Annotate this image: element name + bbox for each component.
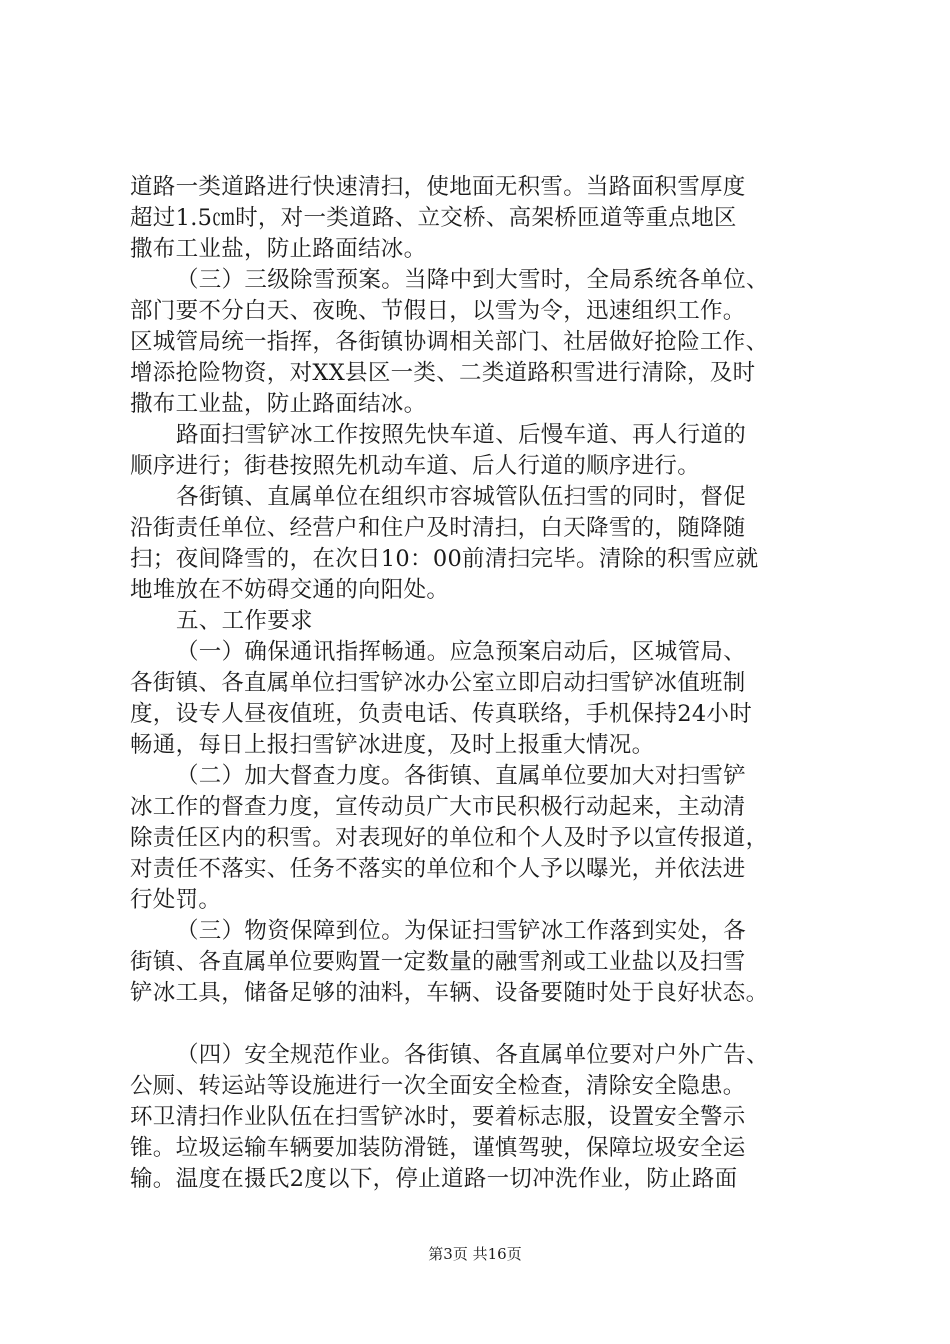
document-body (130, 172, 830, 1195)
page-number: 第3页 共16页 (428, 1245, 522, 1263)
paragraph-gap (130, 1009, 830, 1040)
paragraph-start-line: 各街镇、直属单位在组织市容城管队伍扫雪的同时，督促 (176, 484, 747, 510)
paragraph-start-line: （一）确保通讯指挥畅通。应急预案启动后，区城管局、 (176, 639, 747, 665)
text-line: 区城管局统一指挥，各街镇协调相关部门、社居做好抢险工作、 (130, 329, 769, 355)
text-line: 地堆放在不妨碍交通的向阳处。 (130, 577, 450, 603)
text-line: 增添抢险物资，对XX县区一类、二类道路积雪进行清除，及时 (130, 360, 756, 386)
text-line: 冰工作的督查力度，宣传动员广大市民积极行动起来，主动清 (130, 794, 746, 820)
paragraph-start-line: （二）加大督查力度。各街镇、直属单位要加大对扫雪铲 (176, 763, 747, 789)
text-line: 除责任区内的积雪。对表现好的单位和个人及时予以宣传报道， (130, 825, 769, 851)
paragraph-start-line: （四）安全规范作业。各街镇、各直属单位要对户外广告、 (176, 1042, 769, 1068)
text-line: 度，设专人昼夜值班，负责电话、传真联络，手机保持24小时 (130, 701, 753, 727)
text-line: 对责任不落实、任务不落实的单位和个人予以曝光，并依法进 (130, 856, 746, 882)
text-line: 撒布工业盐，防止路面结冰。 (130, 236, 427, 262)
text-line: 输。温度在摄氏2度以下，停止道路一切冲洗作业，防止路面 (130, 1166, 738, 1192)
paragraph-start-line: 路面扫雪铲冰工作按照先快车道、后慢车道、再人行道的 (176, 422, 747, 448)
text-line: 铲冰工具，储备足够的油料，车辆、设备要随时处于良好状态。 (130, 980, 769, 1006)
text-line: 道路一类道路进行快速清扫，使地面无积雪。当路面积雪厚度 (130, 174, 746, 200)
text-line: 沿街责任单位、经营户和住户及时清扫，白天降雪的，随降随 (130, 515, 746, 541)
text-line: 部门要不分白天、夜晚、节假日，以雪为令，迅速组织工作。 (130, 298, 746, 324)
text-line: 顺序进行；街巷按照先机动车道、后人行道的顺序进行。 (130, 453, 701, 479)
paragraph-start-line: （三）物资保障到位。为保证扫雪铲冰工作落到实处，各 (176, 918, 747, 944)
text-line: 公厕、转运站等设施进行一次全面安全检查，清除安全隐患。 (130, 1073, 746, 1099)
text-line: 锥。垃圾运输车辆要加装防滑链，谨慎驾驶，保障垃圾安全运 (130, 1135, 746, 1161)
text-line: 街镇、各直属单位要购置一定数量的融雪剂或工业盐以及扫雪 (130, 949, 746, 975)
text-line: 扫；夜间降雪的，在次日10：00前清扫完毕。清除的积雪应就 (130, 546, 759, 572)
text-line: 环卫清扫作业队伍在扫雪铲冰时，要着标志服，设置安全警示 (130, 1104, 746, 1130)
text-line: 各街镇、各直属单位扫雪铲冰办公室立即启动扫雪铲冰值班制 (130, 670, 746, 696)
section-heading: 五、工作要求 (176, 608, 313, 634)
text-line: 超过1.5㎝时，对一类道路、立交桥、高架桥匝道等重点地区 (130, 205, 737, 231)
text-line: 行处罚。 (130, 887, 222, 913)
text-line: 畅通，每日上报扫雪铲冰进度，及时上报重大情况。 (130, 732, 655, 758)
text-line: 撒布工业盐，防止路面结冰。 (130, 391, 427, 417)
paragraph-start-line: （三）三级除雪预案。当降中到大雪时，全局系统各单位、 (176, 267, 769, 293)
